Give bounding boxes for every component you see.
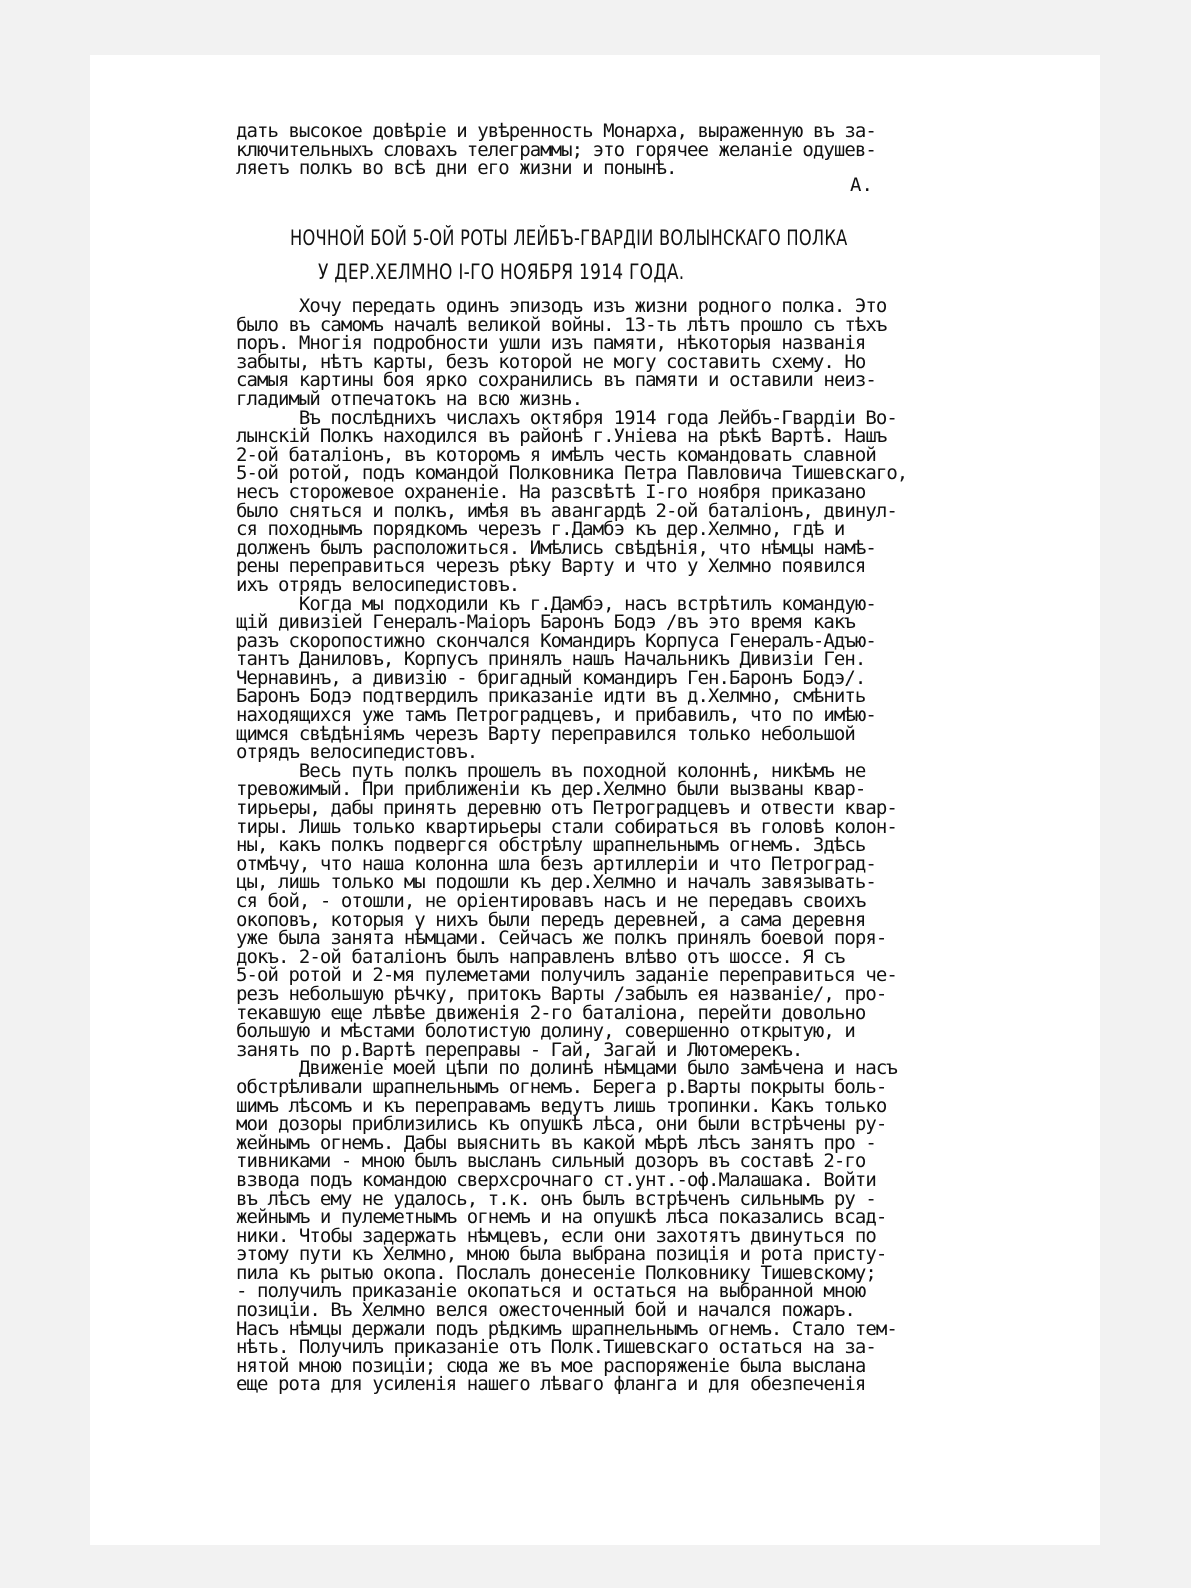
text-line: пила къ рытью окопа. Послалъ донесеніе Полковнику Тишевскому; xyxy=(236,1261,876,1284)
text-line: жейнымъ и пулеметнымъ огнемъ и на опушкѣ лѣса показались всад- xyxy=(236,1206,887,1229)
text-line: гладимый отпечатокъ на всю жизнь. xyxy=(236,387,583,410)
text-line: большую и мѣстами болотистую долину, совершенно открытую, и xyxy=(236,1020,855,1043)
text-line: отмѣчу, что наша колонна шла безъ артиллеріи и что Петроград- xyxy=(236,852,876,875)
author-signature: А. xyxy=(850,174,873,196)
text-line: рены переправиться черезъ рѣку Варту и что у Хелмно появился xyxy=(236,555,866,578)
text-line: тиры. Лишь только квартирьеры стали собираться въ головѣ колон- xyxy=(236,815,897,838)
text-line: взвода подъ командою сверхсрочнаго ст.унт.-оф.Малашака. Войти xyxy=(236,1168,876,1191)
text-line: этому пути къ Хелмно, мною была выбрана позиція и рота присту- xyxy=(236,1243,887,1266)
text-line: текавшую еще лѣвѣе движенія 2-го баталіона, перейти довольно xyxy=(236,1001,866,1024)
text-line: Насъ нѣмцы держали подъ рѣдкимъ шрапнельнымъ огнемъ. Стало тем- xyxy=(236,1317,897,1340)
text-line: Въ послѣднихъ числахъ октября 1914 года Лейбъ-Гвардіи Во- xyxy=(236,406,897,429)
text-line: тантъ Даниловъ, Корпусъ принялъ нашъ Начальникъ Дивизіи Ген. xyxy=(236,648,866,671)
text-line: забыты, нѣтъ карты, безъ которой не могу составить схему. Но xyxy=(236,350,866,373)
text-line: нѣть. Получилъ приказаніе отъ Полк.Тишевскаго остаться на за- xyxy=(236,1336,876,1359)
text-line: было сняться и полкъ, имѣя въ авангардѣ 2-ой баталіонъ, двинул- xyxy=(236,499,897,522)
text-line: Движеніе моей цѣпи по долинѣ нѣмцами было замѣчена и насъ xyxy=(236,1057,897,1080)
text-line: Баронъ Бодэ подтвердилъ приказаніе идти въ д.Хелмно, смѣнить xyxy=(236,685,866,708)
text-line: мои дозоры приблизились къ опушкѣ лѣса, они были встрѣчены ру- xyxy=(236,1113,887,1136)
text-line: дать высокое довѣріе и увѣренность Монарха, выраженную въ за- xyxy=(236,120,876,142)
text-line: тревожимый. При приближеніи къ дер.Хелмно были вызваны квар- xyxy=(236,778,866,801)
text-line: - получилъ приказаніе окопаться и остаться на выбранной мною xyxy=(236,1280,866,1303)
text-line: резъ небольшую рѣчку, притокъ Варты /забылъ ея названіе/, про- xyxy=(236,982,887,1005)
text-line: ляетъ полкъ во всѣ дни его жизни и понынѣ. xyxy=(236,157,677,180)
text-line: ся бой, - отошли, не оріентировавъ насъ и не передавъ своихъ xyxy=(236,890,866,912)
text-line: было въ самомъ началѣ великой войны. 13-ть лѣтъ прошло съ тѣхъ xyxy=(236,313,887,336)
text-line: ны, какъ полкъ подвергся обстрѣлу шрапнельнымъ огнемъ. Здѣсь xyxy=(236,834,866,857)
text-line: поръ. Многія подробности ушли изъ памяти, нѣкоторыя названія xyxy=(236,332,866,355)
text-line: окоповъ, которыя у нихъ были передъ деревней, а сама деревня xyxy=(236,908,866,931)
text-line: долженъ былъ расположиться. Имѣлись свѣдѣнія, что нѣмцы намѣ- xyxy=(236,536,876,559)
intro-paragraph xyxy=(236,122,976,178)
text-line: 5-ой ротой, подъ командой Полковника Петра Павловича Тишевскаго, xyxy=(236,462,908,485)
text-line: нятой мною позиціи; сюда же въ мое распоряженіе была выслана xyxy=(236,1354,866,1377)
text-line: Весь путь полкъ прошелъ въ походной колоннѣ, никѣмъ не xyxy=(236,759,866,782)
text-line: еще рота для усиленія нашего лѣваго фланга и для обезпеченія xyxy=(236,1373,866,1396)
article-subtitle: У ДЕР.ХЕЛМНО І-ГО НОЯБРЯ 1914 ГОДА. xyxy=(318,260,685,284)
text-line: ихъ отрядъ велосипедистовъ. xyxy=(236,573,520,596)
text-line: ключительныхъ словахъ телеграммы; это горячее желаніе одушев- xyxy=(236,138,876,161)
text-line: докъ. 2-ой баталіонъ былъ направленъ влѣво отъ шоссе. Я съ xyxy=(236,945,845,968)
text-line: щимся свѣдѣніямъ черезъ Варту переправился только небольшой xyxy=(236,722,855,745)
text-line: занять по р.Вартѣ переправы - Гай, Загай и Лютомерекъ. xyxy=(236,1038,803,1061)
text-line: Когда мы подходили къ г.Дамбэ, насъ встрѣтилъ командую- xyxy=(236,592,876,615)
text-line: Хочу передать одинъ эпизодъ изъ жизни родного полка. Это xyxy=(236,295,887,317)
text-line: отрядъ велосипедистовъ. xyxy=(236,741,478,764)
text-line: позиціи. Въ Хелмно велся ожесточенный бой и начался пожаръ. xyxy=(236,1299,855,1322)
text-line: несъ сторожевое охраненіе. На разсвѣтѣ І-го ноября приказано xyxy=(236,480,866,503)
text-line: Чернавинъ, а дивизію - бригадный командиръ Ген.Баронъ Бодэ/. xyxy=(236,666,866,689)
text-line: цы, лишь только мы подошли къ дер.Хелмно и началъ завязывать- xyxy=(236,871,876,894)
text-line: разъ скоропостижно скончался Командиръ Корпуса Генералъ-Адъю- xyxy=(236,629,876,652)
text-line: щій дивизіей Генералъ-Маіоръ Баронъ Бодэ /въ это время какъ xyxy=(236,611,855,634)
article-title: НОЧНОЙ БОЙ 5-ОЙ РОТЫ ЛЕЙБЪ-ГВАРДІИ ВОЛЫНСКАГО ПОЛКА xyxy=(290,226,848,250)
text-line: шимъ лѣсомъ и къ переправамъ ведутъ лишь тропинки. Какъ только xyxy=(236,1094,887,1117)
text-line: въ лѣсъ ему не удалось, т.к. онъ былъ встрѣченъ сильнымъ ру - xyxy=(236,1187,876,1210)
text-line: уже была занята нѣмцами. Сейчасъ же полкъ принялъ боевой поря- xyxy=(236,927,887,950)
text-line: ники. Чтобы задержать нѣмцевъ, если они захотятъ двинуться по xyxy=(236,1224,876,1247)
article-body xyxy=(236,297,976,1394)
text-line: обстрѣливали шрапнельнымъ огнемъ. Берега р.Варты покрыты боль- xyxy=(236,1075,887,1098)
text-line: лынскій Полкъ находился въ районѣ г.Уніева на рѣкѣ Вартѣ. Нашъ xyxy=(236,425,887,448)
text-line: находящихся уже тамъ Петроградцевъ, и прибавилъ, что по имѣю- xyxy=(236,704,876,727)
text-line: ся походнымъ порядкомъ черезъ г.Дамбэ къ дер.Хелмно, гдѣ и xyxy=(236,518,845,541)
text-line: самыя картины боя ярко сохранились въ памяти и оставили неиз- xyxy=(236,369,876,392)
text-line: жейнымъ огнемъ. Дабы выяснить въ какой мѣрѣ лѣсъ занятъ про - xyxy=(236,1131,876,1154)
text-line: тивниками - мною былъ высланъ сильный дозоръ въ составѣ 2-го xyxy=(236,1150,866,1173)
text-line: 2-ой баталіонъ, въ которомъ я имѣлъ честь командовать славной xyxy=(236,443,876,466)
text-line: тирьеры, дабы принять деревню отъ Петроградцевъ и отвести квар- xyxy=(236,797,897,820)
text-line: 5-ой ротой и 2-мя пулеметами получилъ заданіе переправиться че- xyxy=(236,964,897,987)
